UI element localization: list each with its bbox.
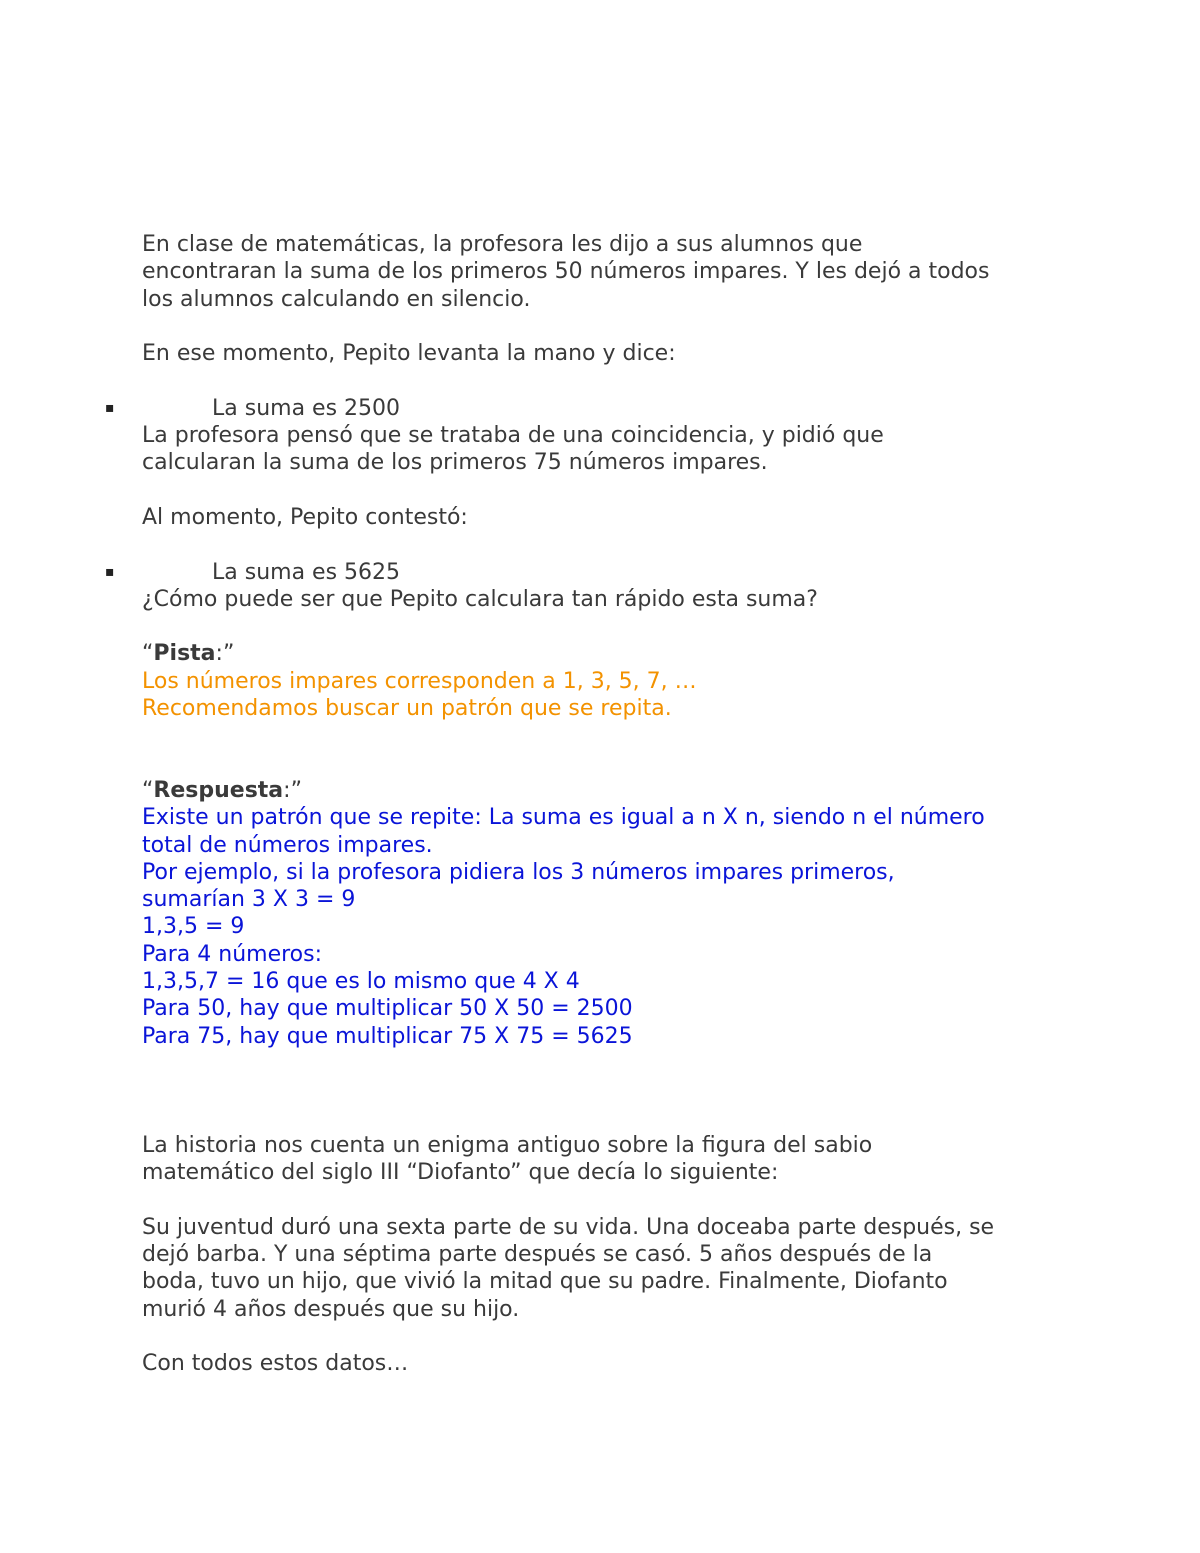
pepito-says: En ese momento, Pepito levanta la mano y dice:	[142, 341, 676, 367]
answer-line: Para 4 números:	[142, 941, 323, 967]
first-answer-text: La suma es 2500	[212, 395, 401, 421]
second-answer-text: La suma es 5625	[212, 559, 401, 585]
hint-line: Recomendamos buscar un patrón que se repita.	[142, 696, 672, 722]
answer-line: Para 75, hay que multiplicar 75 X 75 = 5625	[142, 1023, 633, 1049]
answer-line: sumarían 3 X 3 = 9	[142, 887, 356, 913]
answer-label: Respuesta	[153, 777, 284, 803]
first-answer-item	[105, 395, 1082, 422]
teacher-paragraph	[142, 422, 1082, 477]
second-answer-item	[105, 559, 1082, 586]
answer-section	[142, 777, 1082, 1050]
hint-heading	[142, 640, 1082, 667]
hint-line: Los números impares corresponden a 1, 3, 5, 7, …	[142, 668, 697, 694]
text-line: encontraran la suma de los primeros 50 números impares. Y les dejó a todos	[142, 259, 990, 285]
answer-line: Existe un patrón que se repite: La suma es igual a n X n, siendo n el número	[142, 805, 985, 831]
document-body	[105, 231, 1082, 1377]
pepito-replied: Al momento, Pepito contestó:	[142, 504, 468, 530]
hint-label: Pista	[153, 641, 216, 667]
answer-line: total de números impares.	[142, 832, 433, 858]
question: ¿Cómo puede ser que Pepito calculara tan rápido esta suma?	[142, 586, 818, 612]
paragraph-gap	[142, 1186, 1082, 1213]
paragraph-gap	[142, 722, 1082, 749]
text-line: calcularan la suma de los primeros 75 números impares.	[142, 450, 768, 476]
answer-line: Por ejemplo, si la profesora pidiera los 3 números impares primeros,	[142, 859, 895, 885]
text-line: La historia nos cuenta un enigma antiguo sobre la figura del sabio	[142, 1132, 873, 1158]
answer-line: 1,3,5,7 = 16 que es lo mismo que 4 X 4	[142, 969, 580, 995]
answer-line: Para 50, hay que multiplicar 50 X 50 = 2500	[142, 996, 633, 1022]
text-line: Su juventud duró una sexta parte de su vida. Una doceaba parte después, se	[142, 1214, 995, 1240]
diofanto-riddle	[142, 1214, 1082, 1323]
text-line: En clase de matemáticas, la profesora les dijo a sus alumnos que	[142, 232, 863, 257]
paragraph-gap	[142, 1105, 1082, 1132]
square-bullet-icon: ▪	[105, 399, 115, 416]
intro-paragraph	[142, 231, 1082, 313]
paragraph-gap	[142, 750, 1082, 777]
text-line: dejó barba. Y una séptima parte después se casó. 5 años después de la	[142, 1241, 933, 1267]
text-line: boda, tuvo un hijo, que vivió la mitad que su padre. Finalmente, Diofanto	[142, 1269, 948, 1295]
text-line: murió 4 años después que su hijo.	[142, 1296, 520, 1322]
closing-line: Con todos estos datos…	[142, 1351, 409, 1377]
paragraph-gap	[142, 1323, 1082, 1350]
hint-section	[142, 640, 1082, 722]
paragraph-gap	[142, 477, 1082, 504]
paragraph-gap	[142, 1077, 1082, 1104]
square-bullet-icon: ▪	[105, 563, 115, 580]
hint-close-quote: :”	[215, 641, 235, 667]
answer-close-quote: :”	[283, 777, 302, 803]
text-line: los alumnos calculando en silencio.	[142, 286, 531, 312]
paragraph-gap	[142, 313, 1082, 340]
diofanto-intro	[142, 1132, 1082, 1187]
answer-open-quote: “	[142, 777, 154, 803]
hint-open-quote: “	[142, 641, 154, 667]
answer-line: 1,3,5 = 9	[142, 914, 245, 940]
text-line: La profesora pensó que se trataba de una coincidencia, y pidió que	[142, 423, 884, 449]
paragraph-gap	[142, 531, 1082, 558]
answer-heading	[142, 777, 1082, 804]
paragraph-gap	[142, 613, 1082, 640]
paragraph-gap	[142, 1050, 1082, 1077]
paragraph-gap	[142, 367, 1082, 394]
text-line: matemático del siglo III “Diofanto” que decía lo siguiente:	[142, 1160, 779, 1186]
